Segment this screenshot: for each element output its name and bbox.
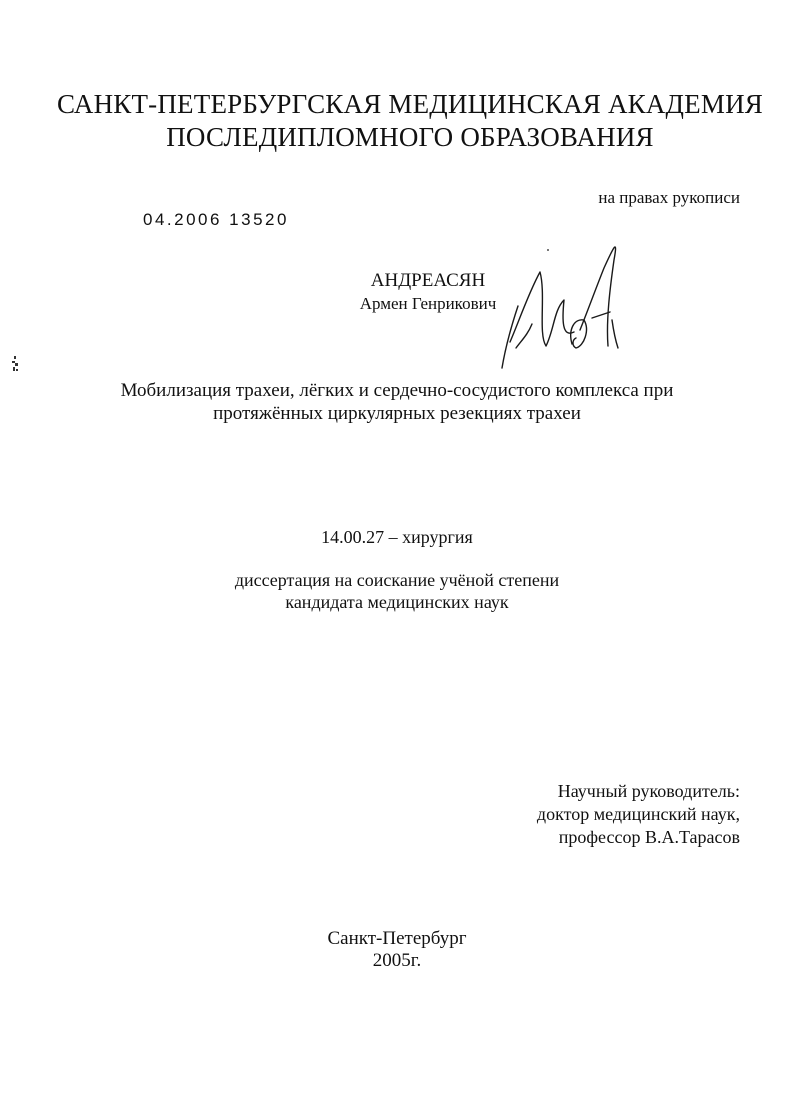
supervisor-title: доктор медицинский наук, [536, 804, 740, 824]
title-line-2: протяжённых циркулярных резекциях трахеи [213, 403, 581, 424]
rights-note: на правах рукописи [598, 188, 740, 207]
degree-line-2: кандидата медицинских наук [285, 592, 509, 612]
signature-image [488, 234, 628, 374]
scan-artifact-speck [8, 354, 22, 376]
institution-name [20, 88, 794, 154]
stamp-number: 04.2006 13520 [143, 210, 289, 229]
place-and-year [0, 928, 794, 972]
specialty-code: 14.00.27 – хирургия [321, 527, 473, 547]
degree-line-1: диссертация на соискание учёной степени [234, 570, 560, 590]
supervisor-label: Научный руководитель: [557, 781, 740, 801]
dissertation-title [0, 379, 794, 425]
year: 2005г. [372, 950, 422, 971]
title-line-1: Мобилизация трахеи, лёгких и сердечно-сосудистого комплекса при [120, 380, 674, 401]
institution-line-2: ПОСЛЕДИПЛОМНОГО ОБРАЗОВАНИЯ [166, 122, 654, 152]
degree-statement [0, 569, 794, 613]
author-name: Армен Генрикович [359, 294, 497, 313]
place: Санкт-Петербург [327, 928, 467, 949]
supervisor-name: профессор В.А.Тарасов [558, 827, 740, 847]
institution-line-1: САНКТ-ПЕТЕРБУРГСКАЯ МЕДИЦИНСКАЯ АКАДЕМИЯ [57, 89, 763, 119]
supervisor-block [537, 780, 740, 849]
author-surname: АНДРЕАСЯН [370, 270, 486, 291]
